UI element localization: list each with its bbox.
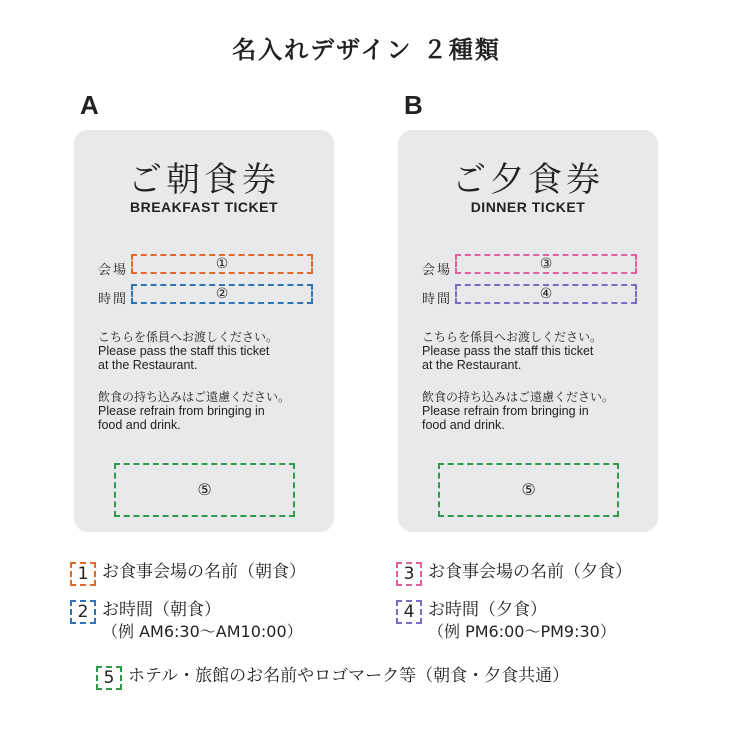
time-field: ④ — [455, 284, 637, 304]
dinner-ticket-card — [398, 130, 658, 532]
time-label: 時間 — [98, 292, 129, 307]
legend-number-2: 2 — [70, 600, 96, 624]
food-note-jp: 飲食の持ち込みはご遠慮ください。 — [422, 390, 615, 404]
legend-example-4: （例 PM6:00〜PM9:30） — [428, 622, 616, 641]
card-title: ご朝食券 — [128, 160, 280, 200]
breakfast-ticket-card — [74, 130, 334, 532]
card-subtitle: DINNER TICKET — [470, 199, 586, 215]
legend-item-2 — [70, 600, 303, 642]
design-b-letter: B — [404, 90, 423, 120]
food-note — [98, 390, 328, 432]
legend-item-4 — [396, 600, 616, 642]
venue-field: ③ — [455, 254, 637, 274]
food-note-en-1: Please refrain from bringing in — [98, 404, 265, 418]
logo-area: ⑤ — [114, 463, 295, 517]
food-note-en-2: food and drink. — [98, 418, 181, 432]
handover-note-jp: こちらを係員へお渡しください。 — [422, 330, 603, 344]
venue-field: ① — [131, 254, 313, 274]
legend-item-3 — [396, 562, 632, 586]
page-title: 名入れデザイン ２種類 — [232, 36, 501, 64]
legend-text-5: ホテル・旅館のお名前やロゴマーク等（朝食・夕食共通） — [128, 666, 570, 686]
legend-item-5 — [96, 666, 569, 690]
legend-text-1: お食事会場の名前（朝食） — [102, 562, 306, 582]
food-note — [422, 390, 652, 432]
food-note-en-1: Please refrain from bringing in — [422, 404, 589, 418]
handover-note-en-2: at the Restaurant. — [98, 358, 198, 372]
food-note-en-2: food and drink. — [422, 418, 505, 432]
handover-note-en-1: Please pass the staff this ticket — [98, 344, 270, 358]
time-field: ② — [131, 284, 313, 304]
legend-number-3: 3 — [396, 562, 422, 586]
handover-note-jp: こちらを係員へお渡しください。 — [98, 330, 279, 344]
venue-label: 会場 — [422, 263, 453, 278]
handover-note-en-1: Please pass the staff this ticket — [422, 344, 594, 358]
time-label: 時間 — [422, 292, 453, 307]
legend-example-2: （例 AM6:30〜AM10:00） — [102, 622, 303, 641]
card-title: ご夕食券 — [452, 160, 604, 200]
handover-note-en-2: at the Restaurant. — [422, 358, 522, 372]
legend-number-1: 1 — [70, 562, 96, 586]
card-subtitle: BREAKFAST TICKET — [130, 199, 278, 215]
legend-number-5: 5 — [96, 666, 122, 690]
design-a-letter: A — [80, 90, 99, 120]
legend-item-1 — [70, 562, 306, 586]
handover-note — [422, 330, 652, 372]
legend-number-4: 4 — [396, 600, 422, 624]
legend-text-2: お時間（朝食） — [102, 600, 221, 620]
legend-text-3: お食事会場の名前（夕食） — [428, 562, 632, 582]
food-note-jp: 飲食の持ち込みはご遠慮ください。 — [98, 390, 291, 404]
legend-text-4: お時間（夕食） — [428, 600, 547, 620]
logo-area: ⑤ — [438, 463, 619, 517]
venue-label: 会場 — [98, 263, 129, 278]
handover-note — [98, 330, 328, 372]
